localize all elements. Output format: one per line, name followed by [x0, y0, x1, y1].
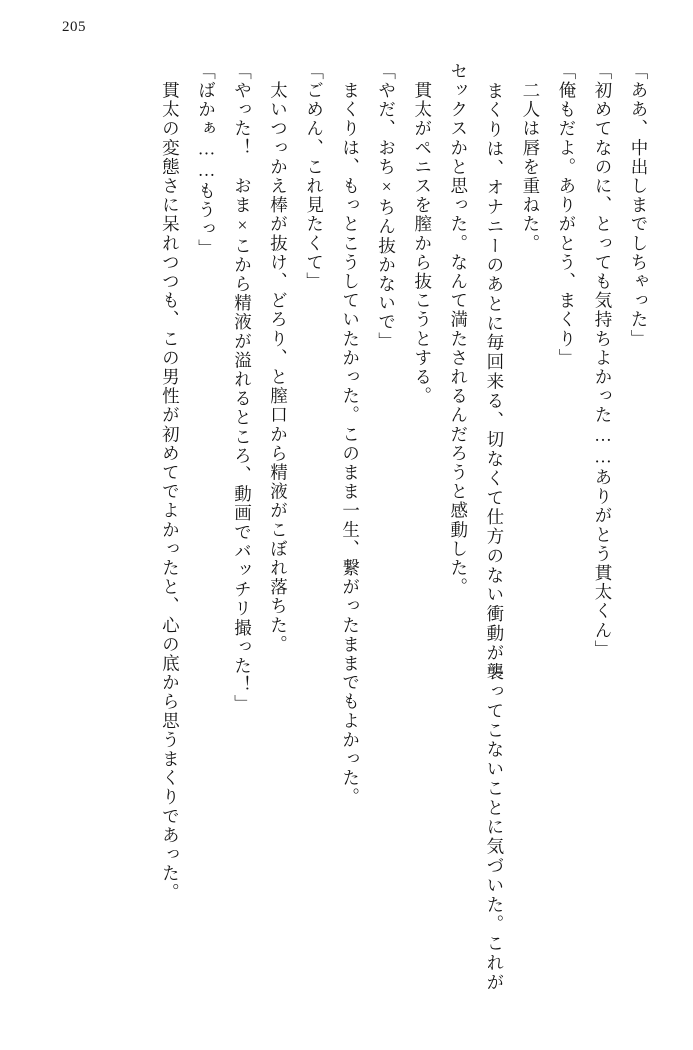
paragraph: 「やだ、おち×ちん抜かないで」	[376, 62, 397, 351]
paragraph: まくりは、もっとこうしていたかった。このまま一生、繋がったままでもよかった。	[340, 62, 361, 807]
paragraph: 貫太の変態さに呆れつつも、この男性が初めてでよかったと、心の底から思うまくりであった。	[160, 62, 181, 903]
paragraph: 「ああ、中出しまでしちゃった」	[629, 62, 649, 349]
page-body-text	[30, 62, 657, 992]
paragraph: 二人は唇を重ねた。	[520, 62, 541, 253]
paragraph: 太いつっかえ棒が抜け、どろり、と膣口から精液がこぼれ落ちた。	[268, 62, 289, 655]
paragraph: 「俺もだよ。ありがとう、まくり」	[556, 62, 577, 368]
page-number: 205	[62, 19, 86, 35]
paragraph: 「やった！ おま×こから精液が溢れるところ、動画でバッチリ撮った！」	[232, 62, 253, 714]
paragraph: 「初めてなのに、とっても気持ちよかった……ありがとう貫太くん」	[592, 62, 613, 660]
paragraph: 「ばかぁ……もうっ」	[196, 62, 217, 258]
paragraph: 貫太がペニスを膣から抜こうとする。	[412, 62, 433, 406]
paragraph: 「ごめん、これ見たくて」	[304, 62, 325, 292]
paragraph: まくりは、オナニーのあとに毎回来る、切なくて仕方のない衝動が襲ってこないことに気づいた。これがセックスかと思った。なんて満たされるんだろうと感動した。	[448, 62, 505, 992]
